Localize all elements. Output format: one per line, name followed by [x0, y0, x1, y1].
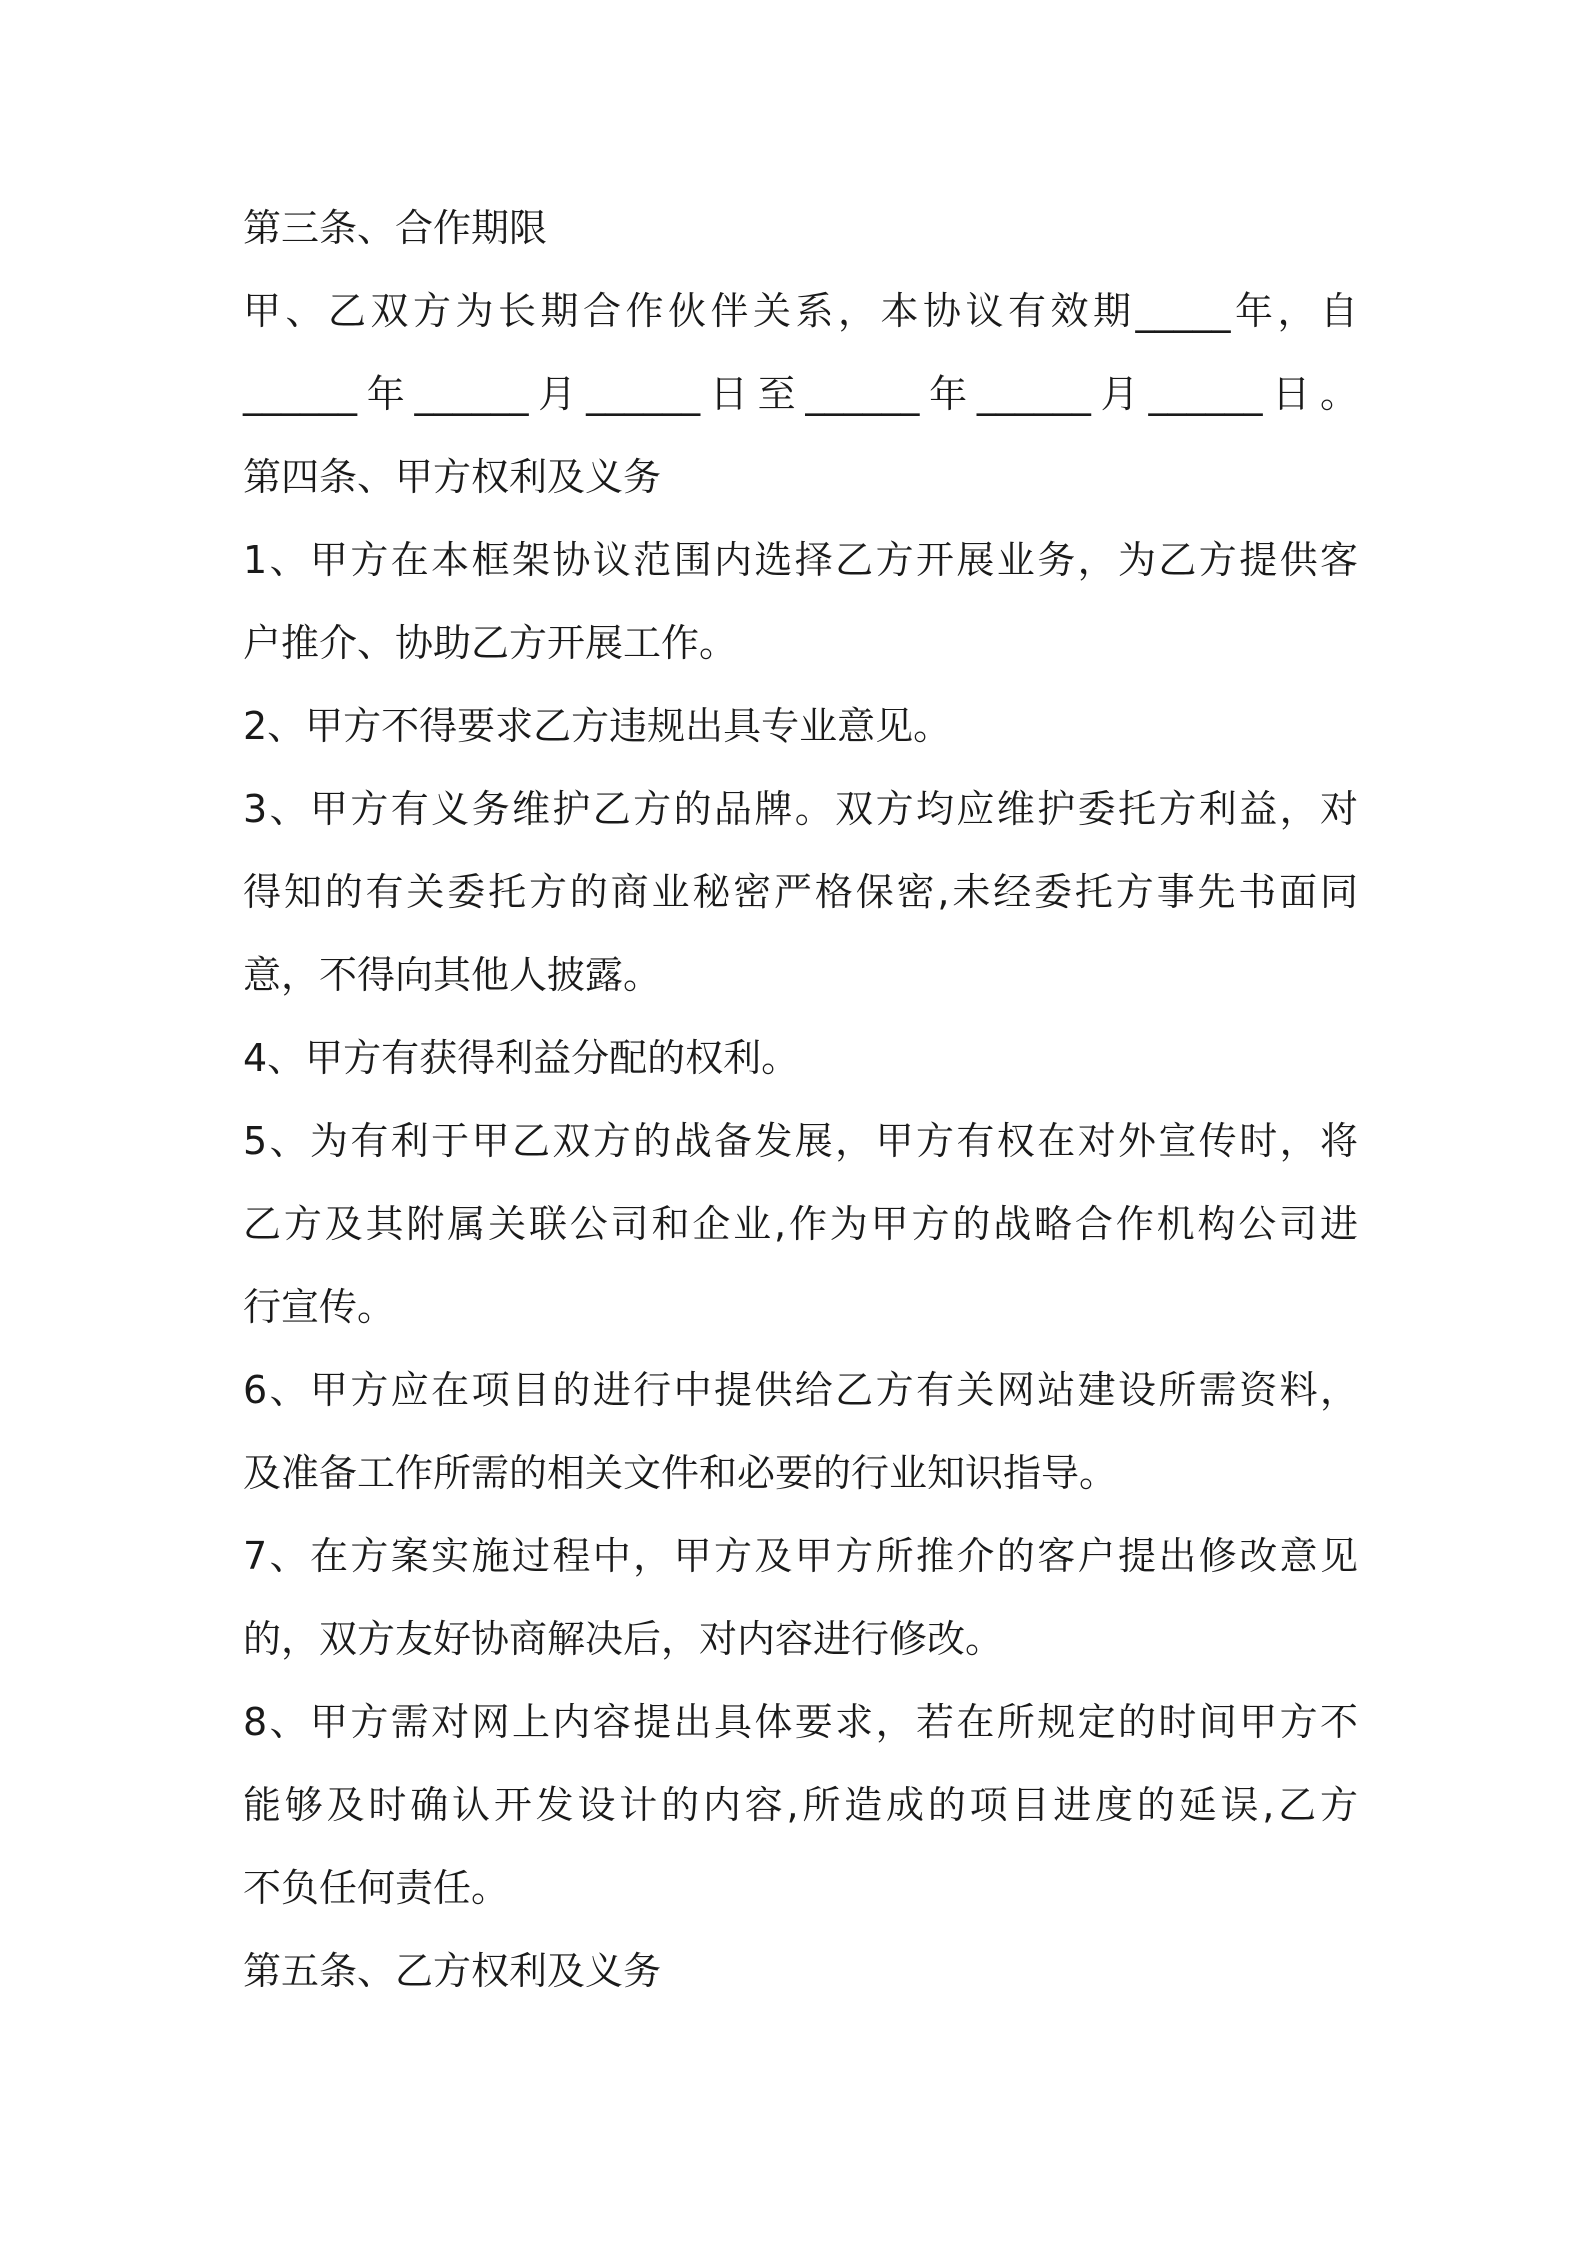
clause-8-line-1: 8、甲方需对网上内容提出具体要求，若在所规定的时间甲方不	[243, 1700, 1358, 1744]
clause-7-line-1: 7、在方案实施过程中，甲方及甲方所推介的客户提出修改意见	[243, 1534, 1358, 1578]
clause-5-line-3: 行宣传。	[243, 1285, 396, 1329]
clause-1-line-1: 1、甲方在本框架协议范围内选择乙方开展业务，为乙方提供客	[243, 538, 1358, 582]
article-5-heading: 第五条、乙方权利及义务	[243, 1949, 662, 1993]
clause-5-line-2: 乙方及其附属关联公司和企业,作为甲方的战略合作机构公司进	[243, 1202, 1358, 1246]
clause-1-line-2: 户推介、协助乙方开展工作。	[243, 621, 738, 665]
clause-4: 4、甲方有获得利益分配的权利。	[243, 1036, 800, 1080]
clause-8-line-2: 能够及时确认开发设计的内容,所造成的项目进度的延误,乙方	[243, 1783, 1358, 1827]
clause-6-line-2: 及准备工作所需的相关文件和必要的行业知识指导。	[243, 1451, 1118, 1495]
clause-3-line-2: 得知的有关委托方的商业秘密严格保密,未经委托方事先书面同	[243, 870, 1358, 914]
document-body	[243, 198, 1358, 2024]
clause-2: 2、甲方不得要求乙方违规出具专业意见。	[243, 704, 952, 748]
clause-8-line-3: 不负任何责任。	[243, 1866, 510, 1910]
article-4-heading: 第四条、甲方权利及义务	[243, 455, 662, 499]
article-3-date-blanks: ______年______月______日至______年______月______日。	[243, 372, 1358, 416]
clause-5-line-1: 5、为有利于甲乙双方的战备发展，甲方有权在对外宣传时，将	[243, 1119, 1358, 1163]
article-3-text-line-1: 甲、乙双方为长期合作伙伴关系，本协议有效期_____年，自	[243, 289, 1358, 333]
clause-3-line-1: 3、甲方有义务维护乙方的品牌。双方均应维护委托方利益，对	[243, 787, 1358, 831]
clause-3-line-3: 意，不得向其他人披露。	[243, 953, 662, 997]
article-3-heading: 第三条、合作期限	[243, 206, 548, 250]
clause-7-line-2: 的，双方友好协商解决后，对内容进行修改。	[243, 1617, 1004, 1661]
clause-6-line-1: 6、甲方应在项目的进行中提供给乙方有关网站建设所需资料，	[243, 1368, 1358, 1412]
